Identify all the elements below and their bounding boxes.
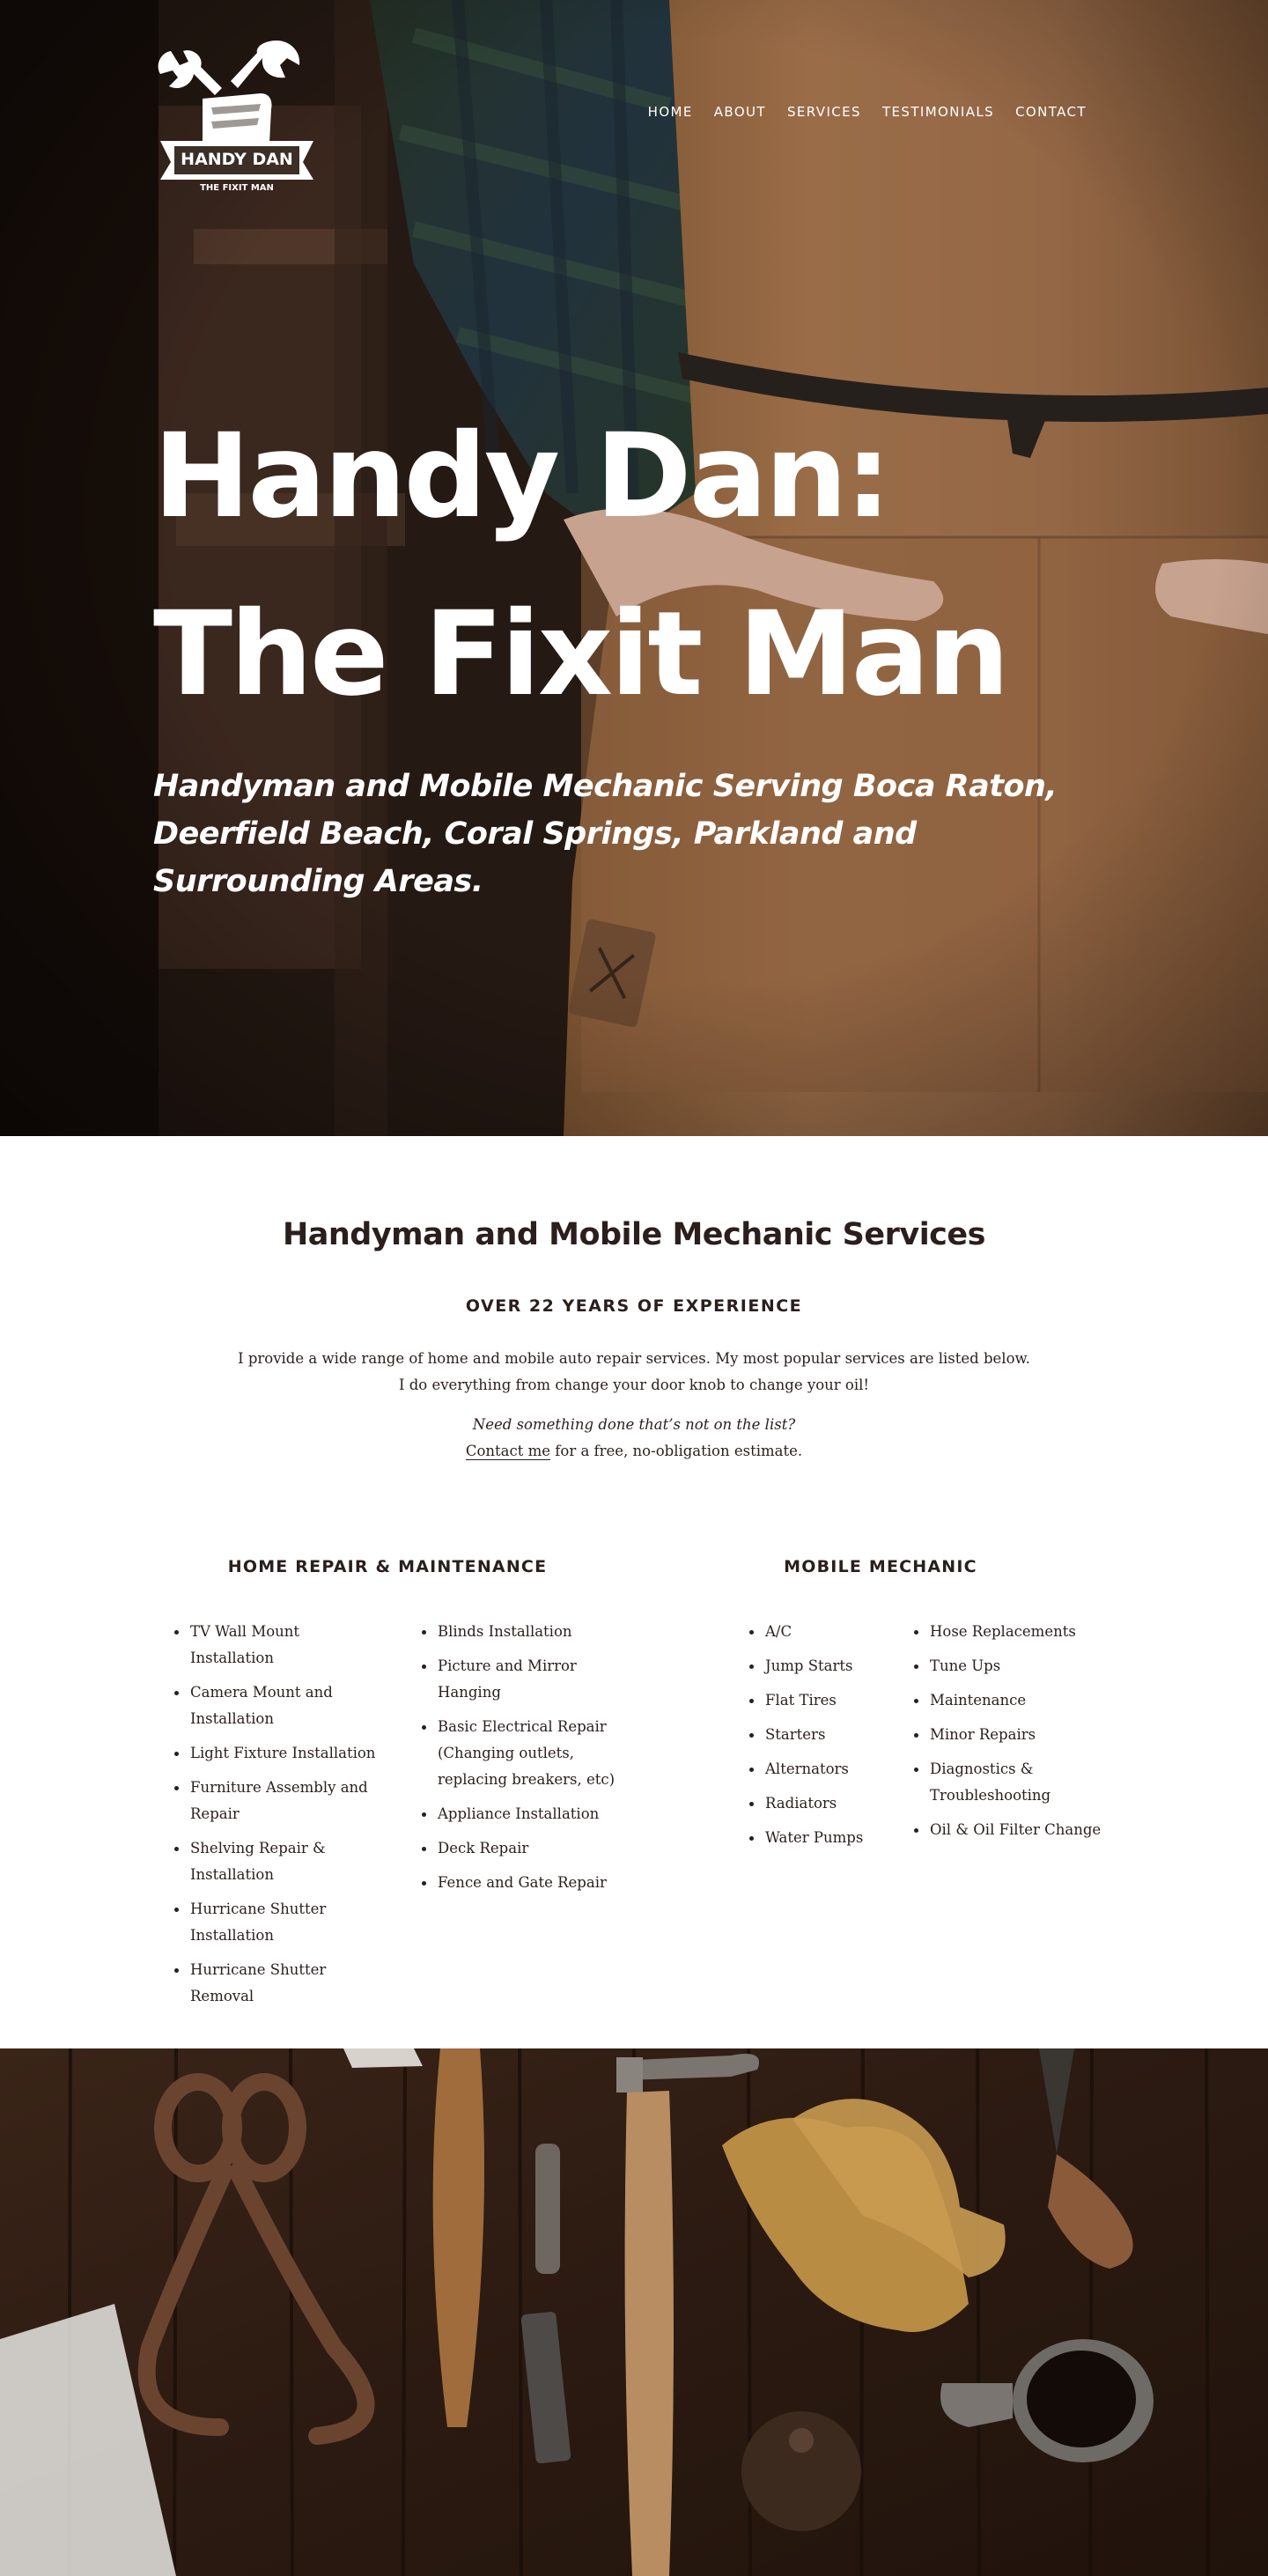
estimate-question: Need something done that’s not on the list? bbox=[472, 1416, 796, 1433]
logo-tagline: THE FIXIT MAN bbox=[200, 183, 274, 193]
list-item: Starters bbox=[749, 1722, 890, 1748]
services-title: Handyman and Mobile Mechanic Services bbox=[282, 1217, 986, 1252]
mobile-mechanic-list-2 bbox=[914, 1619, 1108, 1851]
list-item: TV Wall Mount Installation bbox=[174, 1619, 379, 1672]
list-item: Furniture Assembly and Repair bbox=[174, 1775, 379, 1827]
list-item: Basic Electrical Repair (Changing outlets, replacing breakers, etc) bbox=[422, 1714, 633, 1793]
list-item: Tune Ups bbox=[914, 1653, 1108, 1679]
nav-about[interactable]: ABOUT bbox=[713, 104, 766, 120]
list-item: Diagnostics & Troubleshooting bbox=[914, 1756, 1108, 1809]
home-repair-heading: HOME REPAIR & MAINTENANCE bbox=[227, 1557, 548, 1576]
hero-section bbox=[0, 0, 1268, 1136]
list-item: Deck Repair bbox=[422, 1835, 633, 1862]
list-item: Shelving Repair & Installation bbox=[174, 1835, 379, 1888]
hero-title bbox=[153, 388, 1122, 743]
experience-heading: OVER 22 YEARS OF EXPERIENCE bbox=[465, 1296, 803, 1316]
list-item: Hurricane Shutter Installation bbox=[174, 1896, 379, 1949]
list-item: Water Pumps bbox=[749, 1825, 890, 1851]
nav-testimonials[interactable]: TESTIMONIALS bbox=[881, 104, 995, 120]
list-item: Hose Replacements bbox=[914, 1619, 1108, 1645]
estimate-text: for a free, no-obligation estimate. bbox=[550, 1443, 803, 1459]
hero-title-line-2: The Fixit Man bbox=[153, 587, 1007, 722]
list-item: Minor Repairs bbox=[914, 1722, 1108, 1748]
list-item: Camera Mount and Installation bbox=[174, 1679, 379, 1732]
tools-image-section bbox=[0, 2048, 1268, 2576]
mobile-mechanic-heading: MOBILE MECHANIC bbox=[784, 1557, 977, 1576]
list-item: Appliance Installation bbox=[422, 1801, 633, 1827]
list-item: Alternators bbox=[749, 1756, 890, 1783]
nav-home[interactable]: HOME bbox=[647, 104, 693, 120]
home-repair-list-1 bbox=[174, 1619, 379, 2018]
list-item: Light Fixture Installation bbox=[174, 1740, 379, 1767]
services-intro: I provide a wide range of home and mobile auto repair services. My most popular services are listed below. I do everything from change your door knob to change your oil! bbox=[238, 1350, 1030, 1393]
hero-title-line-1: Handy Dan: bbox=[153, 409, 889, 544]
home-repair-list-2 bbox=[422, 1619, 633, 1904]
mobile-mechanic-list-1 bbox=[749, 1619, 890, 1859]
hero-subtitle: Handyman and Mobile Mechanic Serving Boca Raton, Deerfield Beach, Coral Springs, Parkland and Surrounding Areas. bbox=[153, 769, 1058, 899]
services-section bbox=[0, 1136, 1268, 2048]
list-item: Blinds Installation bbox=[422, 1619, 633, 1645]
nav-services[interactable]: SERVICES bbox=[787, 104, 861, 120]
list-item: A/C bbox=[749, 1619, 890, 1645]
estimate-note bbox=[0, 1412, 1268, 1465]
list-item: Hurricane Shutter Removal bbox=[174, 1957, 379, 2010]
tools-on-table-image bbox=[0, 2048, 1268, 2576]
list-item: Radiators bbox=[749, 1790, 890, 1817]
list-item: Picture and Mirror Hanging bbox=[422, 1653, 633, 1706]
list-item: Flat Tires bbox=[749, 1687, 890, 1714]
logo-name: HANDY DAN bbox=[181, 150, 293, 169]
contact-me-link[interactable]: Contact me bbox=[465, 1443, 551, 1459]
list-item: Oil & Oil Filter Change bbox=[914, 1817, 1108, 1843]
list-item: Fence and Gate Repair bbox=[422, 1870, 633, 1896]
list-item: Maintenance bbox=[914, 1687, 1108, 1714]
nav-contact[interactable]: CONTACT bbox=[1015, 104, 1087, 120]
handy-dan-logo[interactable] bbox=[153, 39, 321, 194]
main-navigation bbox=[648, 104, 1087, 120]
list-item: Jump Starts bbox=[749, 1653, 890, 1679]
